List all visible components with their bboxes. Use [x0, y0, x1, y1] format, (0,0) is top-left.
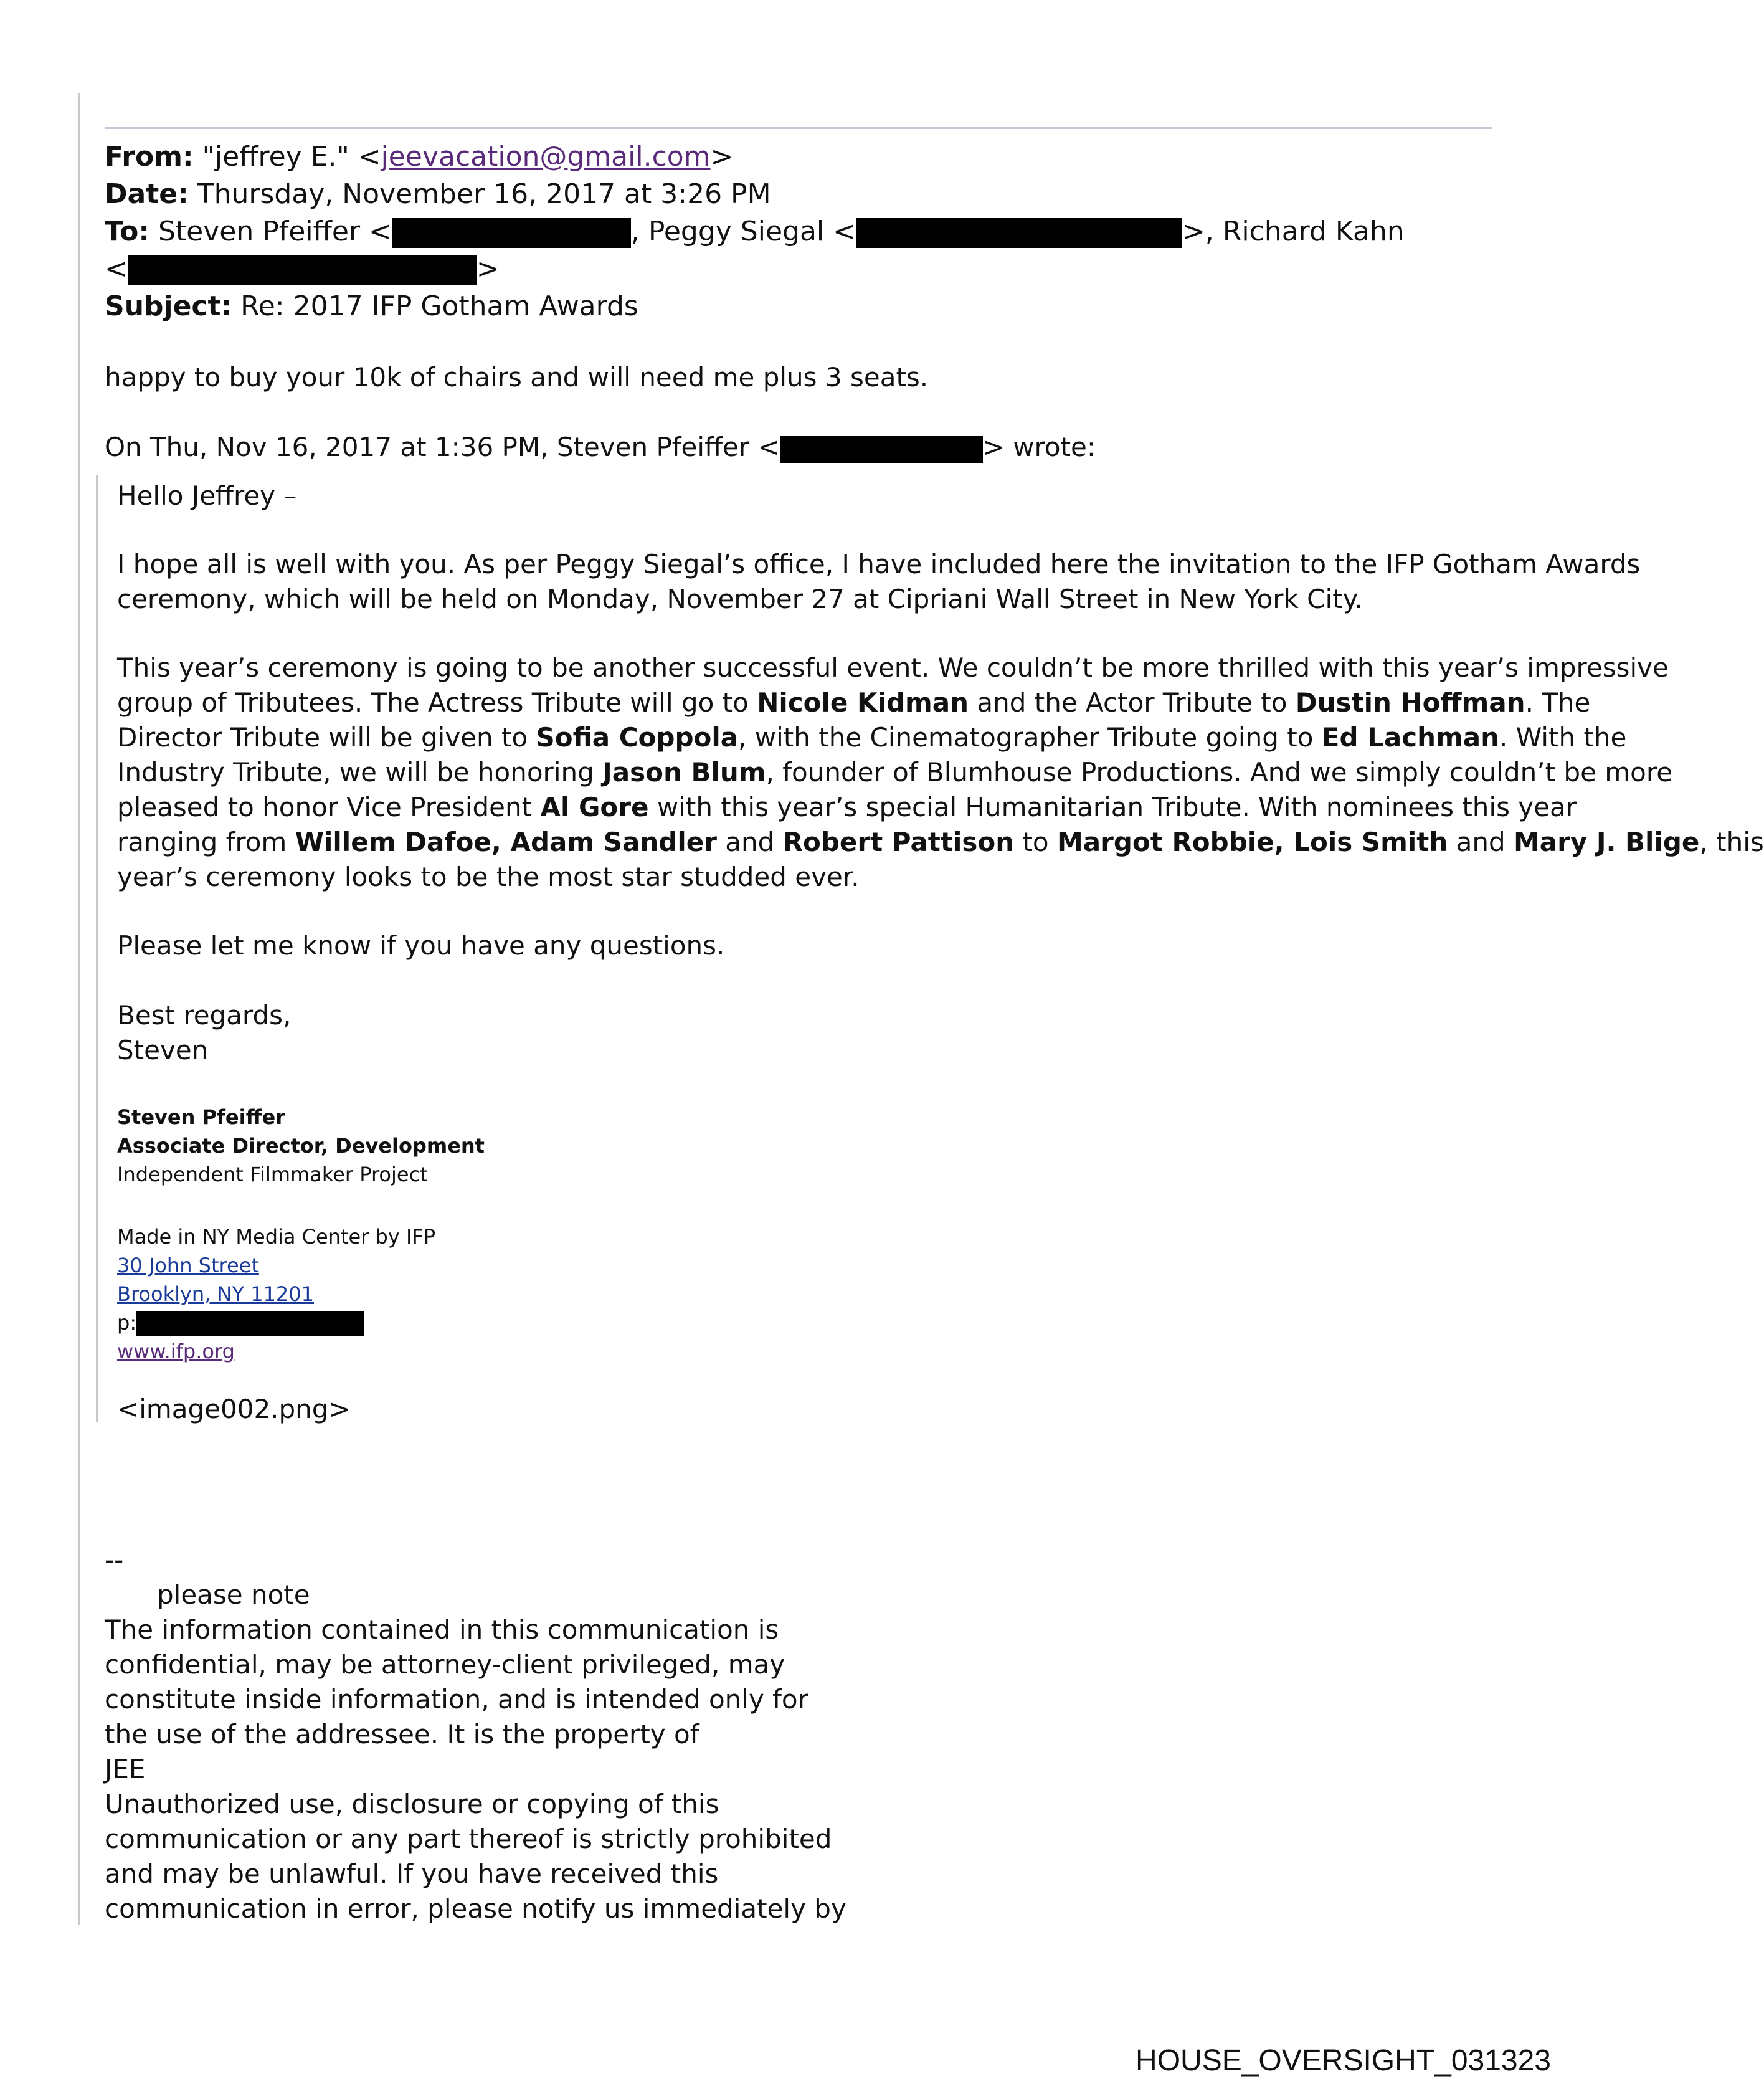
- please-note: please note: [157, 1579, 310, 1610]
- website-link: www.ifp.org: [117, 1340, 235, 1363]
- redaction-box: [780, 436, 983, 463]
- redaction-box: [136, 1311, 364, 1336]
- date-line: Date: Thursday, November 16, 2017 at 3:26 PM: [105, 178, 771, 210]
- paragraph-2-line-2: group of Tributees. The Actress Tribute will go to Nicole Kidman and the Actor Tribute to Dustin Hoffman. The: [117, 687, 1591, 718]
- subject-line: Subject: Re: 2017 IFP Gotham Awards: [105, 290, 638, 322]
- paragraph-2-line-3: Director Tribute will be given to Sofia Coppola, with the Cinematographer Tribute going to Ed Lachman. With the: [117, 722, 1627, 753]
- redaction-box: [128, 255, 477, 285]
- from-email-link[interactable]: jeevacation@gmail.com: [381, 141, 711, 173]
- signature-dashes: --: [105, 1545, 124, 1575]
- quote-intro: On Thu, Nov 16, 2017 at 1:36 PM, Steven Pfeiffer < > wrote:: [105, 432, 1096, 462]
- disclaimer-line-3: constitute inside information, and is intended only for: [105, 1684, 808, 1715]
- redaction-box: [392, 218, 631, 248]
- signature-name: Steven Pfeiffer: [117, 1105, 285, 1129]
- signature-title: Associate Director, Development: [117, 1134, 485, 1158]
- signoff-name: Steven: [117, 1035, 209, 1065]
- reply-text: happy to buy your 10k of chairs and will need me plus 3 seats.: [105, 362, 929, 393]
- disclaimer-line-8: and may be unlawful. If you have received this: [105, 1859, 719, 1889]
- phone-line: p:: [117, 1308, 364, 1337]
- address-line-1: Made in NY Media Center by IFP: [117, 1225, 436, 1249]
- attachment-placeholder: <image002.png>: [117, 1394, 351, 1424]
- disclaimer-line-4: the use of the addressee. It is the property of: [105, 1719, 699, 1749]
- disclaimer-line-1: The information contained in this communication is: [105, 1614, 779, 1645]
- disclaimer-line-7: communication or any part thereof is strictly prohibited: [105, 1824, 832, 1854]
- disclaimer-line-2: confidential, may be attorney-client privileged, may: [105, 1649, 785, 1680]
- questions-line: Please let me know if you have any questions.: [117, 930, 725, 961]
- quote-bar: [96, 475, 98, 1422]
- redaction-box: [856, 218, 1182, 248]
- paragraph-2-line-4: Industry Tribute, we will be honoring Jason Blum, founder of Blumhouse Productions. And we simply couldn’t be more: [117, 757, 1673, 788]
- signature-org: Independent Filmmaker Project: [117, 1163, 428, 1186]
- disclaimer-line-5: JEE: [105, 1754, 146, 1784]
- top-rule: [105, 127, 1492, 129]
- left-margin-rule: [78, 93, 80, 1925]
- address-city-link: Brooklyn, NY 11201: [117, 1282, 314, 1306]
- paragraph-1-line-1: I hope all is well with you. As per Peggy Siegal’s office, I have included here the invitation to the IFP Gotham Awards: [117, 549, 1641, 579]
- paragraph-2-line-5: pleased to honor Vice President Al Gore with this year’s special Humanitarian Tribute. With nominees this year: [117, 792, 1577, 822]
- paragraph-2-line-7: year’s ceremony looks to be the most star studded ever.: [117, 862, 860, 892]
- to-line-continued: < >: [105, 253, 500, 285]
- disclaimer-line-6: Unauthorized use, disclosure or copying of this: [105, 1789, 719, 1819]
- from-line: From: "jeffrey E." <jeevacation@gmail.com>: [105, 141, 734, 173]
- disclaimer-line-9: communication in error, please notify us immediately by: [105, 1893, 846, 1924]
- paragraph-2-line-6: ranging from Willem Dafoe, Adam Sandler and Robert Pattison to Margot Robbie, Lois Smith and Mary J. Blige, this: [117, 827, 1764, 857]
- bates-number: HOUSE_OVERSIGHT_031323: [1136, 2044, 1551, 2077]
- regards-line: Best regards,: [117, 1000, 292, 1030]
- greeting: Hello Jeffrey –: [117, 480, 297, 511]
- address-street-link: 30 John Street: [117, 1254, 259, 1277]
- paragraph-1-line-2: ceremony, which will be held on Monday, November 27 at Cipriani Wall Street in New York City.: [117, 584, 1363, 614]
- to-line: To: Steven Pfeiffer < , Peggy Siegal < >, Richard Kahn: [105, 216, 1405, 247]
- paragraph-2-line-1: This year’s ceremony is going to be another successful event. We couldn’t be more thrilled with this year’s impressive: [117, 652, 1669, 683]
